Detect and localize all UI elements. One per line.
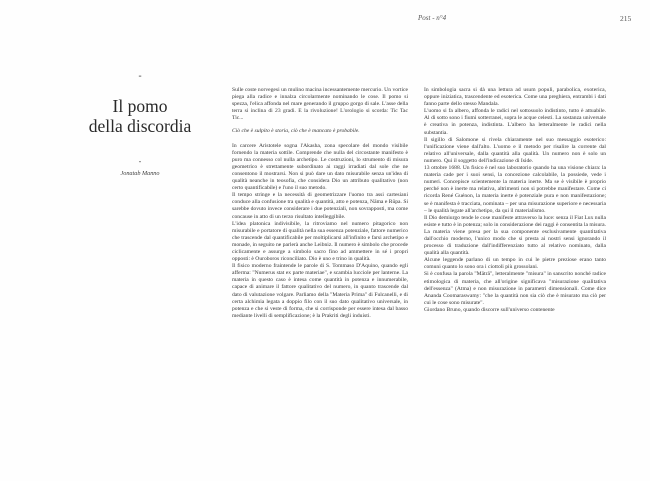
paragraph: Alcune leggende parlano di un tempo in cui le pietre preziose erano tanto comuni quanto lo sono ora i ciottoli più grossolani. (424, 257, 606, 271)
paragraph: In carcere Aristotele sogna l'Akasha, zona specolare del mondo visibile fornendo la materia sottile. Comprende che nulla del circostante manifesto è puro ma connesso col nulla archetipo. Le costruzioni, lo strumento di misura geometrico è strettamente subordinato ai raggi irradiati dal sole che ne consentono il mostrarsi. Non si può dare un dato misurabile senza un'idea di qualità neanche in teosofia, che considera Dio un attributo qualitativo (non certo quantificabile) e l'uno il suo metodo. (232, 142, 408, 192)
paragraph: Giordano Bruno, quando discorre sull'universo contenente (424, 306, 555, 313)
title-dash: - (138, 71, 142, 82)
article-title (80, 96, 200, 136)
text-column-right (424, 87, 606, 314)
author-name: Jonatab Manno (120, 170, 160, 177)
paragraph: Ciò che è sulpito è storia, ciò che è mancato è probabile. (232, 128, 360, 135)
paragraph: Il fisico moderno fraintende le parole di S. Tommaso D'Aquino, quando egli afferma: "Numerus stat ex parte materiae", e scambia lucciole per lanterne. La materia in questo caso è intesa come quantità in potenza e innumerabile, capace di animare il fattore qualitativo del numero, in quanto trascende dal dato di valutazione volgare. Parliamo della "Materia Prima" di Fulcanelli, e di certa alchimia legata a doppio filo con il suo dato qualitativo universale, in potenza e che si veste di forma, che si corrisponde per essere intesa dal basso mediante livelli di semplificazione; è la Prakriti degli induisti. (232, 263, 408, 319)
paragraph: L'idea platonica indivisibile, la ritroviamo nel numero pitagorico non misurabile e portatore di qualità nella sua essenza potenziale, fattore numerico che trascende dal quantificabile per moltiplicarsi all'infinito e farsi archetipo e monade, in seguito ne parlerà anche Leibniz. Il numero è simbolo che procede ciclicamente e assurge a simbolo sacro fino ad ammettere in sé i propri opposti: è Ouroboros riconciliato. Dio è uno e trino in qualità. (232, 220, 408, 263)
author-dash: - (138, 157, 142, 166)
journal-header: Post - n°4 (418, 14, 447, 22)
paragraph: 13 ottobre 1688. Un fisico è nel suo laboratorio quando ha una visione chiara: la materia cade per i suoi sensi, la concezione calcolabile, la possiede, vede i numeri. Concepisce scientemente la materia inerte. Ma se è visibile è proprio perché non è inerte ma relativa, altrimenti non si potrebbe manifestare. Come ci ricorda René Guénon, la materia inerte è potenziale pura e non manifestazione; se è manifesta è tracciata, nominata – per una misurazione superiore e necessaria – le qualità legate all'archetipo, da qui il materialismo. (424, 165, 606, 214)
paragraph: Si è confusa la parola "Mātrā", letteralmente "misura" in sanscrito nonché radice etimologica di materia, che all'origine significava "misurazione qualitativa dell'essenza" (Atma) e non misurazione in parametri dimensionali. Come dice Ananda Coomaraswamy: "che la quantità non sia ciò che è misurato ma ciò per cui le cose sono misurate". (424, 271, 606, 306)
paragraph: Il sigillo di Salomone si rivela chiaramente nel suo messaggio esoterico: l'unificazione viene dall'alto. L'uomo e il metodo per risalire la corrente dal relativo all'universale, dalla quantità alla qualità. Un numero non è solo un numero. Qui il soggetto dell'indicazione di Iside. (424, 136, 606, 164)
article-title-line-1: Il pomo (112, 96, 168, 116)
paragraph: Il tempo stringe e la necessità di geometrizzare l'uomo tra assi cartesiani conduce alla confusione tra qualità e quantità, atto e potenza, Nāma e Rūpa. Si sarebbe dovuto invece considerare i due potenziali, non sovrapposti, ma come concause in atto di un terzo risultato intelleggibile. (232, 192, 408, 220)
title-block (80, 72, 200, 177)
article-title-line-2: della discordia (88, 116, 192, 136)
paragraph: Il Dio demiurgo tende le cose manifeste attraverso la luce: senza il Fiat Lux nulla esiste e tutto è in potenza; solo in considerazione dei raggi è consentita la misura. La materia viene presa per la sua componente esclusivamente quantitativa dall'occhio moderno, l'unico modo che si presta ai nostri sensi ignorando il processo di traduzione dall'indifferenziato tutto al relativo nominato, dalla qualità alla quantità. (424, 214, 606, 257)
page-number: 215 (620, 14, 632, 23)
paragraph: In simbologia sacra si dà una lettura ad usum populi, parabolica, exoterica, oppure iniziatica, trascendente ed esoterica. Come una preghiera, entrambi i dati fanno parte dello stesso Mandala. (424, 87, 606, 108)
text-column-middle (232, 87, 408, 320)
paragraph: Sulle coste norvegesi un mulino macina incessantemente mercurio. Un vortice piega alla radice e innalza circolarmente nominando le cose. Il pomo si spezza, l'elica affonda nel mare generando il gruppo gorgo di sale. L'asse della terra si inclina di 23 gradi. E la rivoluzione! L'orologio si scorda: Tic Tac Tic... (232, 87, 408, 122)
paragraph: L'uomo si fa albero, affonda le radici nel sottosuolo indistinto, tutto è attuabile. Al di sotto sono i fiumi sotterranei, sopra le acque celesti. La sostanza universale è creativa in potenza, indistinta. L'albero ha letteralmente le radici nella substantia. (424, 108, 606, 136)
